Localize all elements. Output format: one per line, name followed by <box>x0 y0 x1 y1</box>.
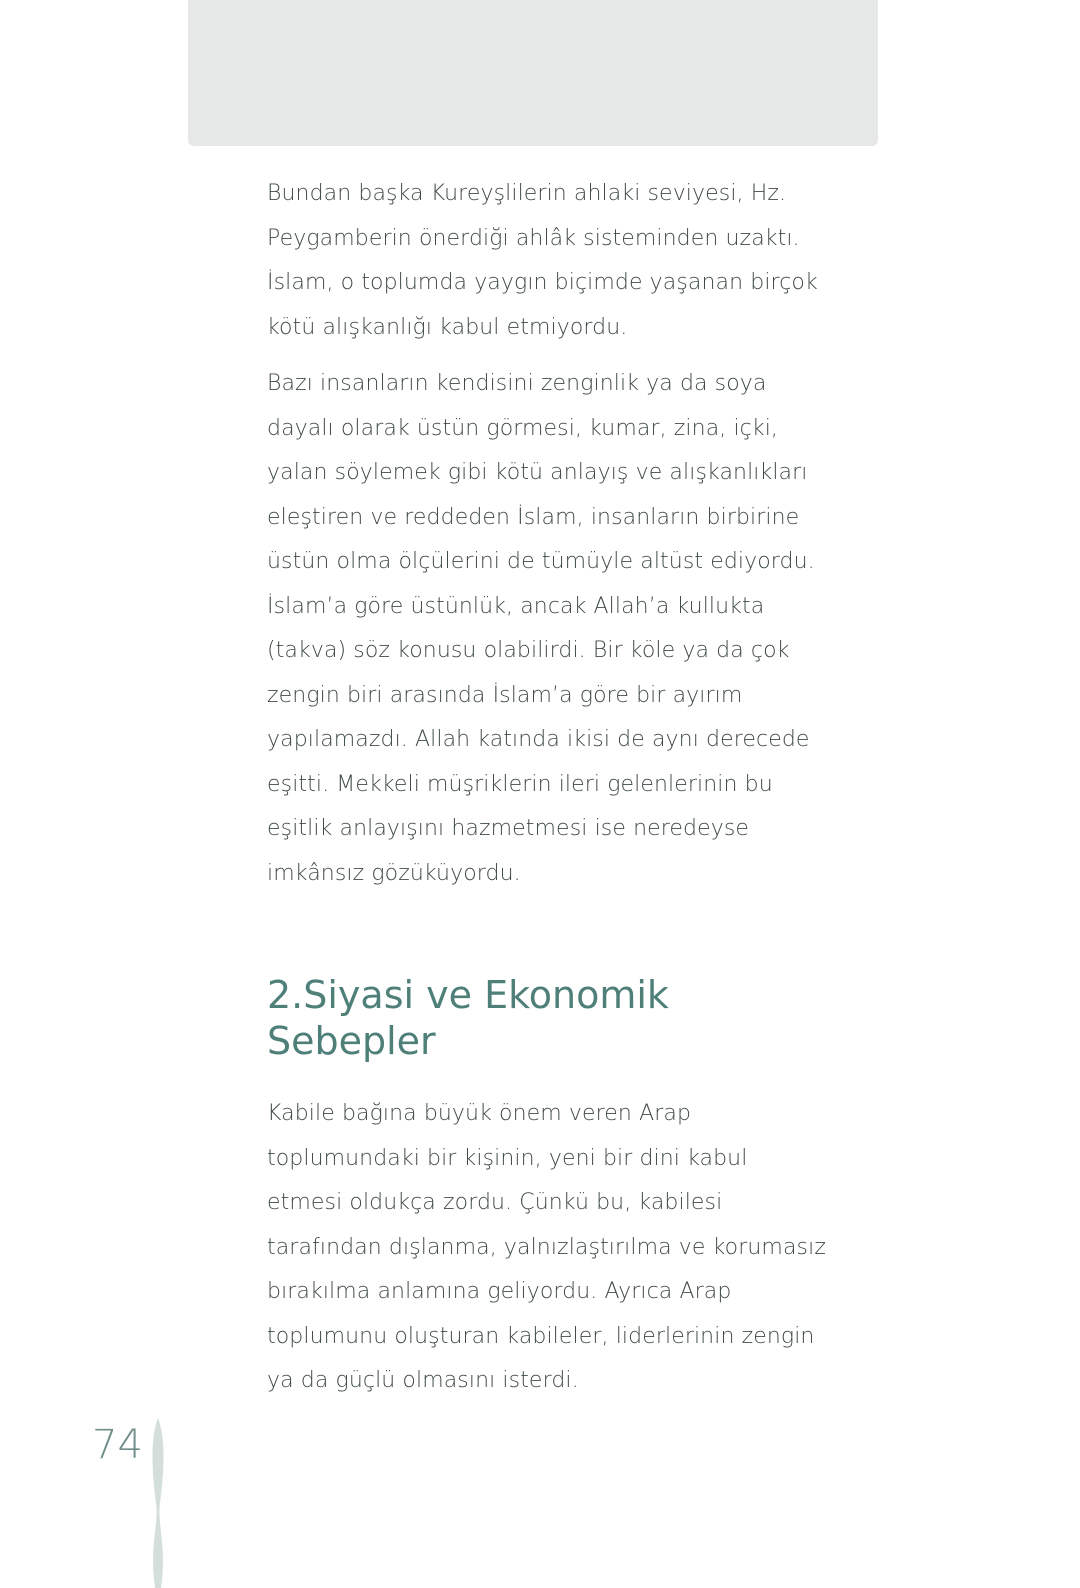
paragraph-3: Kabile bağına büyük önem veren Arap toplumundaki bir kişinin, yeni bir dini kabul etmesi oldukça zordu. Çünkü bu, kabilesi tarafından dışlanma, yalnızlaştırılma ve korumasız bırakılma anlamına geliyordu. Ayrıca Arap toplumunu oluşturan kabileler, liderlerinin zengin ya da güçlü olmasını isterdi. <box>267 1101 826 1393</box>
section-heading: 2.Siyasi ve Ekonomik Sebepler <box>267 973 669 1063</box>
page-ornament-decoration <box>147 1418 169 1588</box>
top-image-placeholder <box>188 0 878 146</box>
paragraph-2: Bazı insanların kendisini zenginlik ya da soya dayalı olarak üstün görmesi, kumar, zina, içki, yalan söylemek gibi kötü anlayış ve alışkanlıkları eleştiren ve reddeden İslam, insanların birbirine üstün olma ölçülerini de tümüyle altüst ediyordu. İslam’a göre üstünlük, ancak Allah’a kullukta (takva) söz konusu olabilirdi. Bir köle ya da çok zengin biri arasında İslam’a göre bir ayırım yapılamazdı. Allah katında ikisi de aynı derecede eşitti. Mekkeli müşriklerin ileri gelenlerinin bu eşitlik anlayışını hazmetmesi ise neredeyse imkânsız gözüküyordu. <box>267 371 815 886</box>
paragraph-1: Bundan başka Kureyşlilerin ahlaki seviyesi, Hz. Peygamberin önerdiği ahlâk sisteminden uzaktı. İslam, o toplumda yaygın biçimde yaşanan birçok kötü alışkanlığı kabul etmiyordu. <box>267 181 818 340</box>
page-number: 74 <box>92 1422 143 1468</box>
page-body <box>267 172 827 1404</box>
